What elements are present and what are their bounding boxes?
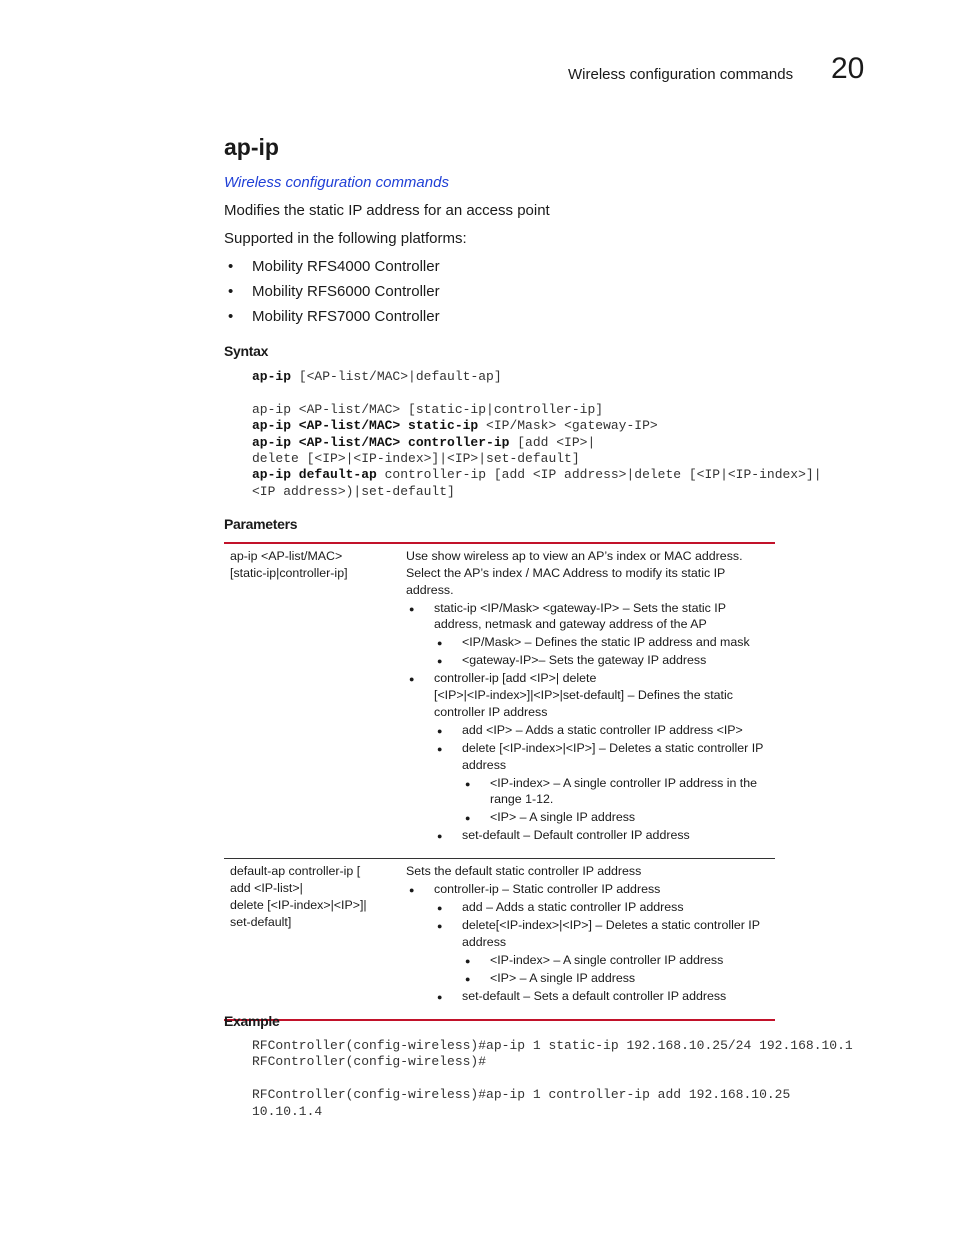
syntax-line	[252, 451, 822, 467]
command-description: Modifies the static IP address for an access point	[224, 202, 550, 219]
table-row	[224, 543, 775, 859]
syntax-code-block	[252, 369, 822, 500]
list-item	[406, 881, 775, 898]
list-item-line: ● <IP> – A single IP address	[490, 970, 636, 985]
table-row	[224, 859, 775, 1020]
list-item-line: ● static-ip <IP/Mask> <gateway-IP> – Sets the static IP	[434, 600, 727, 615]
list-item-line: ● delete[<IP-index>|<IP>] – Deletes a static controller IP	[462, 918, 761, 933]
example-line: 10.10.1.4	[252, 1103, 323, 1119]
example-line	[252, 1071, 853, 1087]
list-item	[406, 722, 775, 739]
running-header-title: Wireless configuration commands	[568, 66, 794, 83]
syntax-args: [add <IP>|	[509, 434, 596, 450]
parent-section-link[interactable]: Wireless configuration commands	[224, 174, 449, 191]
syntax-line	[252, 385, 822, 401]
syntax-keyword: ap-ip default-ap	[252, 467, 377, 483]
syntax-args: <IP address>)|set-default]	[252, 483, 455, 499]
syntax-heading: Syntax	[224, 343, 269, 359]
list-item-line: ● <IP-index> – A single controller IP address in the	[490, 775, 758, 790]
list-item-line: ● <IP-index> – A single controller IP address	[490, 952, 724, 967]
parameter-name-line: default-ap controller-ip [	[230, 864, 361, 879]
list-item-line: controller IP address	[434, 704, 548, 719]
list-item	[406, 652, 775, 669]
list-item	[406, 899, 775, 916]
syntax-line	[252, 484, 822, 500]
syntax-args: <IP/Mask> <gateway-IP>	[478, 418, 658, 434]
list-item: • Mobility RFS6000 Controller	[228, 283, 440, 308]
list-item	[406, 775, 775, 809]
syntax-keyword: ap-ip <AP-list/MAC> static-ip	[252, 418, 479, 434]
parameter-name-line: set-default]	[230, 914, 292, 929]
syntax-keyword: ap-ip <AP-list/MAC> controller-ip	[252, 434, 510, 450]
list-item-line: range 1-12.	[490, 792, 554, 807]
list-item-line: address	[462, 934, 507, 949]
list-item	[406, 600, 775, 634]
description-line: Sets the default static controller IP address	[406, 864, 642, 879]
syntax-line	[252, 418, 822, 434]
list-item-line: ● controller-ip [add <IP>| delete	[434, 671, 597, 686]
example-line: RFController(config-wireless)#ap-ip 1 controller-ip add 192.168.10.25	[252, 1087, 791, 1103]
parameters-heading: Parameters	[224, 516, 298, 532]
syntax-line	[252, 369, 822, 385]
page-title: ap-ip	[224, 134, 279, 160]
list-item-line: address, netmask and gateway address of the AP	[434, 617, 707, 632]
list-item-line: ● <IP/Mask> – Defines the static IP address and mask	[462, 635, 750, 650]
parameter-name-line: add <IP-list>|	[230, 881, 303, 896]
parameter-description	[402, 543, 775, 859]
description-line: Select the AP’s index / MAC Address to modify its static IP	[406, 565, 726, 580]
list-item-line: ● <IP> – A single IP address	[490, 810, 636, 825]
syntax-args: [<AP-list/MAC>|default-ap]	[291, 369, 502, 384]
syntax-line	[252, 435, 822, 451]
list-item-line: ● controller-ip – Static controller IP address	[434, 882, 661, 897]
list-item	[406, 827, 775, 844]
parameter-name-line: ap-ip <AP-list/MAC>	[230, 549, 343, 563]
parameters-table	[224, 542, 775, 1021]
syntax-keyword: ap-ip	[252, 369, 292, 384]
syntax-line	[252, 467, 822, 483]
parameter-name	[224, 859, 402, 1020]
parameter-description	[402, 859, 775, 1020]
syntax-args: controller-ip [add <IP address>|delete [<IP|<IP-index>]|	[376, 467, 822, 483]
list-item-line: ● delete [<IP-index>|<IP>] – Deletes a static controller IP	[462, 740, 764, 755]
list-item	[406, 952, 775, 969]
list-item-line: ● set-default – Sets a default controller IP address	[462, 988, 727, 1003]
example-line: RFController(config-wireless)#	[252, 1054, 487, 1070]
list-item	[406, 809, 775, 826]
description-line: Use show wireless ap to view an AP’s index or MAC address.	[406, 549, 743, 563]
list-item-line: ● set-default – Default controller IP address	[462, 828, 690, 843]
example-line: RFController(config-wireless)#ap-ip 1 static-ip 192.168.10.25/24 192.168.10.1	[252, 1038, 853, 1053]
parameter-name-line: delete [<IP-index>|<IP>]|	[230, 897, 367, 912]
parameter-name-line: [static-ip|controller-ip]	[230, 565, 348, 580]
list-item-line: ● add <IP> – Adds a static controller IP address <IP>	[462, 722, 743, 737]
example-code-block	[252, 1038, 853, 1120]
list-item: • Mobility RFS4000 Controller	[228, 258, 440, 283]
list-item	[406, 670, 775, 720]
list-item	[406, 988, 775, 1005]
chapter-number: 20	[831, 52, 865, 85]
description-line: address.	[406, 582, 454, 597]
list-item-line: ● add – Adds a static controller IP address	[462, 900, 684, 915]
list-item	[406, 740, 775, 774]
list-item	[406, 917, 775, 951]
list-item-line: ● <gateway-IP>– Sets the gateway IP address	[462, 653, 707, 668]
syntax-args: ap-ip <AP-list/MAC> [static-ip|controller-ip]	[252, 401, 604, 417]
syntax-args: delete [<IP>|<IP-index>]|<IP>|set-default]	[252, 450, 580, 466]
platforms-intro: Supported in the following platforms:	[224, 230, 467, 247]
list-item: • Mobility RFS7000 Controller	[228, 308, 440, 333]
example-heading: Example	[224, 1013, 280, 1029]
parameter-name	[224, 543, 402, 859]
list-item	[406, 634, 775, 651]
list-item	[406, 970, 775, 987]
syntax-line	[252, 402, 822, 418]
list-item-line: address	[462, 757, 507, 772]
list-item-line: [<IP>|<IP-index>]|<IP>|set-default] – Defines the static	[434, 688, 733, 703]
platform-list	[228, 258, 440, 333]
